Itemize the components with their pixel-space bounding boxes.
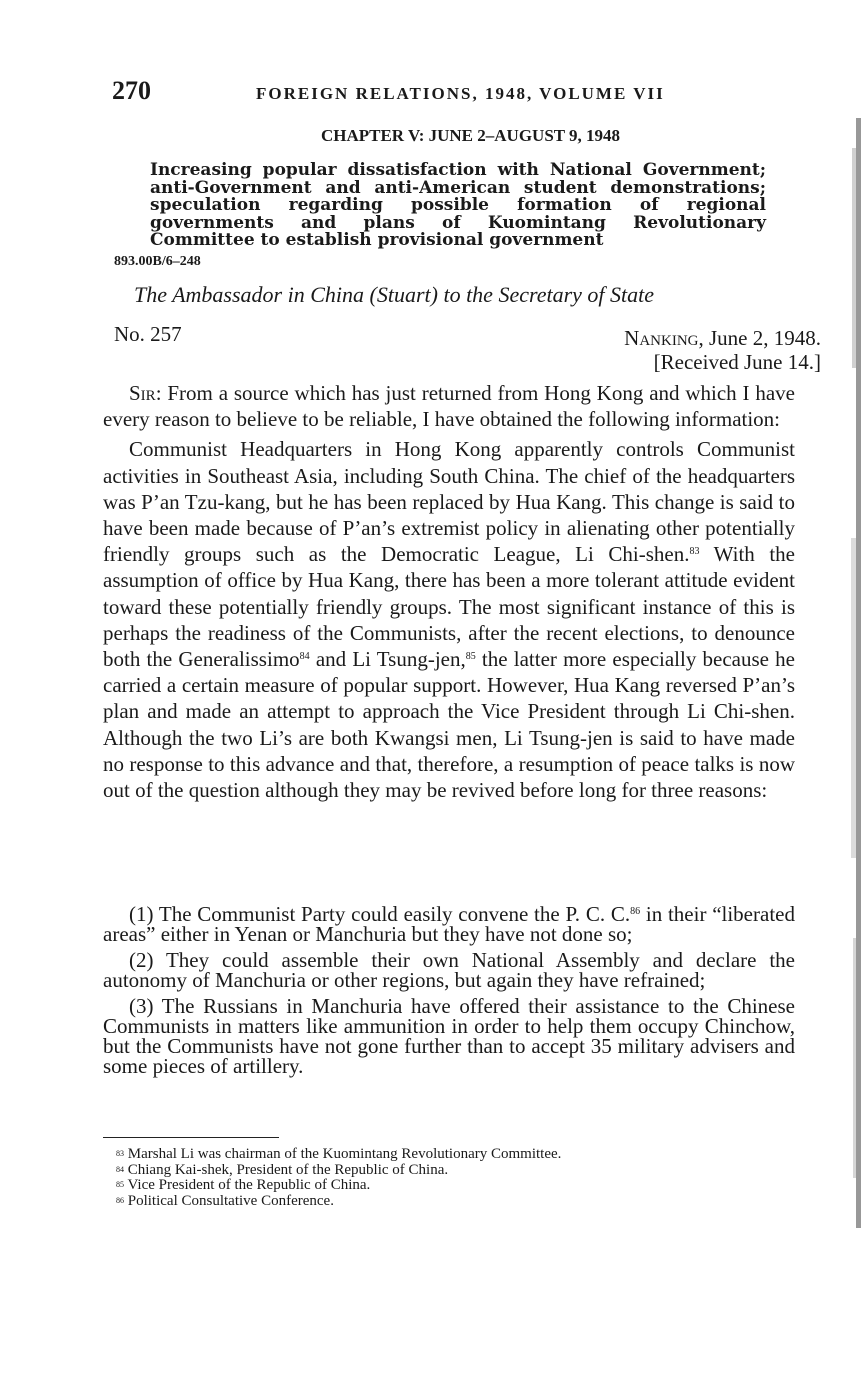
footnote-ref-85: 85 [465,651,476,663]
footnote-number: 85 [116,1180,124,1189]
footnote-number: 83 [116,1149,124,1158]
paragraph-1-text: : From a source which has just returned from Hong Kong and which I have every reason to believe to be reliable, I have obtained the following information: [103,381,795,432]
date-line [624,326,821,350]
footnote-text: Marshal Li was chairman of the Kuomintang Revolutionary Committee. [127,1146,562,1162]
place: Nanking [624,326,699,350]
footnote-number: 86 [116,1195,124,1205]
footnote-86 [116,1194,796,1210]
salutation: Sir [129,381,156,405]
reason-1 [103,904,795,944]
footnotes [116,1147,796,1209]
document-number: No. 257 [114,322,182,346]
running-title: FOREIGN RELATIONS, 1948, VOLUME VII [256,84,665,103]
page-number: 270 [112,76,151,105]
received-date: [Received June 14.] [653,350,821,374]
reason-1-text-b: in their “liberated areas” either in Yenan or Manchuria but they have not done so; [103,902,795,946]
date: , June 2, 1948. [698,326,821,350]
reason-3: (3) The Russians in Manchuria have offered their assistance to the Chinese Communists in matters like ammunition in order to help them occupy Chinchow, but the Communists have not gone further than to accept 35 military advisers and some pieces of artillery. [103,994,795,1078]
footnote-85 [116,1178,796,1194]
dateline [624,326,821,374]
document-heading: The Ambassador in China (Stuart) to the Secretary of State [134,282,655,307]
paragraph-2-text-d: the latter more especially because he carried a certain measure of popular support. However, Hua Kang reversed P’an’s plan and made an attempt to approach the Vice President through Li Chi-shen. Although the two Li’s are both Kwangsi men, Li Tsung-jen is said to have made no response to this advance and that, therefore, a resumption of peace talks is now out of the question although they may be revived before long for three reasons: [103,647,795,803]
reasons-list [103,904,795,1082]
scanned-page-edge [844,118,861,1228]
footnote-text: Political Consultative Conference. [127,1192,334,1209]
footnote-text: Chiang Kai-shek, President of the Republic of China. [127,1161,449,1178]
chapter-summary: Increasing popular dissatisfaction with National Government; anti-Government and anti-American student demonstrations; speculation regarding possible formation of regional governments and plans of Kuomintang Revolutionary Committee to establish provisional government [150,160,766,250]
reason-1-text-a: (1) The Communist Party could easily convene the P. C. C. [129,902,631,926]
footnote-83 [116,1147,796,1163]
paragraph-1 [103,380,795,432]
chapter-title: CHAPTER V: JUNE 2–AUGUST 9, 1948 [320,126,621,145]
footnote-84 [116,1163,796,1179]
footnote-ref-83: 83 [689,546,700,558]
footnote-ref-84: 84 [299,651,310,663]
footnote-ref-86: 86 [630,906,641,917]
footnote-number: 84 [116,1164,124,1174]
paragraph-2-text-b: With the assumption of office by Hua Kang, there has been a more tolerant attitude evident toward these potentially friendly groups. The most significant instance of this is perhaps the readiness of the Communists, after the recent elections, to denounce both the Generalissimo [103,542,795,672]
letter-body [103,380,795,803]
file-number: 893.00B/6–248 [114,254,201,269]
footnote-text: Vice President of the Republic of China. [127,1177,371,1193]
reason-2: (2) They could assemble their own National Assembly and declare the autonomy of Manchuria or other regions, but again they have refrained; [103,948,795,992]
paragraph-2-text-c: and Li Tsung-jen, [309,647,466,672]
paragraph-2-text-a: Communist Headquarters in Hong Kong apparently controls Communist activities in Southeast Asia, including South China. The chief of the headquarters was P’an Tzu-kang, but he has been replaced by Hua Kang. This change is said to have been made because of P’an’s extremist policy in alienating other potentially friendly groups such as the Democratic League, Li Chi-shen. [103,437,795,567]
paragraph-2 [103,436,795,803]
footnote-rule [103,1137,279,1138]
